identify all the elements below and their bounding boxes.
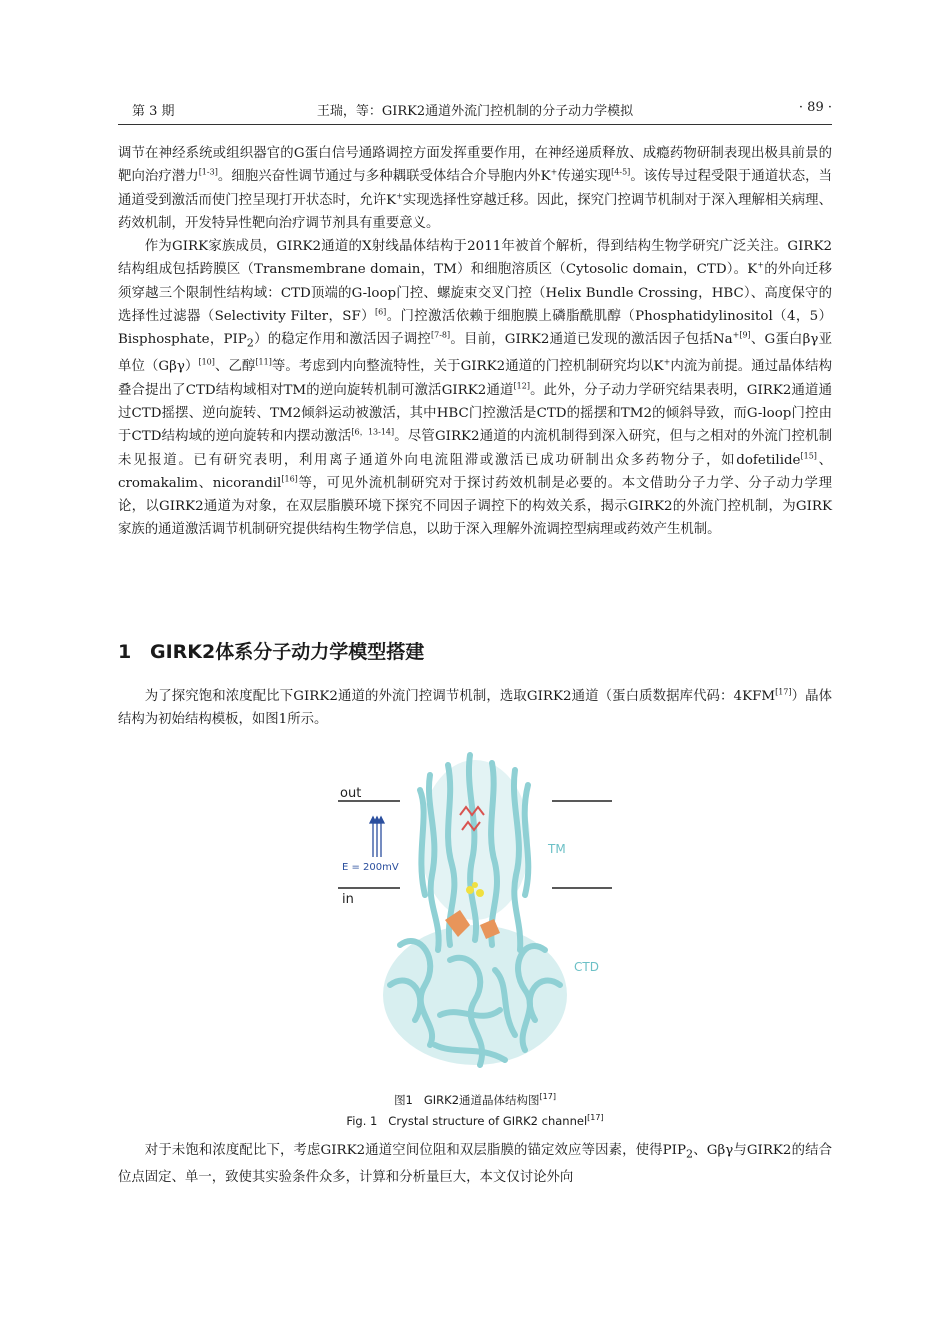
text-run: 对于未饱和浓度配比下，考虑GIRK2通道空间位阻和双层脂膜的锚定效应等因素，使得PIP xyxy=(144,1143,686,1158)
citation: + xyxy=(550,167,558,177)
label-ctd: CTD xyxy=(574,960,599,974)
caption-cn-prefix: 图1 xyxy=(394,1093,413,1107)
caption-en-text: Crystal structure of GIRK2 channel xyxy=(388,1114,588,1128)
text-run: ）的稳定作用和激活因子调控 xyxy=(253,332,432,348)
citation: [6，13-14] xyxy=(351,427,395,437)
running-title: 王瑞，等：GIRK2通道外流门控机制的分子动力学模拟 xyxy=(316,104,634,119)
paragraph-3 xyxy=(118,685,832,732)
text-run: 、乙醇 xyxy=(214,359,256,375)
citation: + xyxy=(757,261,764,271)
subscript: 2 xyxy=(686,1147,694,1161)
final-block xyxy=(118,1139,832,1189)
label-in: in xyxy=(342,892,354,907)
citation: [11] xyxy=(255,357,272,367)
figure-1 xyxy=(330,745,620,1085)
header-rule xyxy=(118,124,832,125)
text-run: 。该传导过程受限于通道状态，当通道受到激活而使门控呈现打开状态时，允许K xyxy=(118,169,833,208)
text-run: ）晶体结构为初始结构模板，如图1所示。 xyxy=(118,689,832,728)
citation: + xyxy=(396,191,403,201)
section-block xyxy=(118,685,832,732)
figure-caption-en xyxy=(118,1114,832,1128)
text-run: 。目前，GIRK2通道已发现的激活因子包括Na xyxy=(450,332,733,348)
running-header xyxy=(118,100,832,122)
section-title: GIRK2体系分子动力学模型搭建 xyxy=(150,641,425,663)
text-run: 等。考虑到内向整流特性，关于GIRK2通道的门控机制研究均以K xyxy=(271,359,664,375)
text-run: 。尽管GIRK2通道的内流机制得到深入研究，但与之相对的外流门控机制未见报道。已有研究表明，利用离子通道外向电流阻滞或激活已成功研制出众多药物分子，如dofetilide xyxy=(118,429,832,468)
citation: + xyxy=(663,357,671,367)
citation: [6] xyxy=(374,307,387,317)
caption-en-prefix: Fig. 1 xyxy=(346,1114,378,1128)
text-run: 、G蛋白βγ亚单位（Gβγ） xyxy=(118,332,833,375)
caption-en-ref: [17] xyxy=(587,1113,604,1123)
protein-structure-image xyxy=(330,745,620,1085)
text-run: 。细胞兴奋性调节通过与多种耦联受体结合介导胞内外K xyxy=(217,169,551,185)
text-run: 。此外，分子动力学研究结果表明，GIRK2通道通过CTD摇摆、逆向旋转、TM2倾斜运动被激活，其中HBC门控激活是CTD的摇摆和TM2的倾斜导致，而G-loop门控由于CTD结构域的逆向旋转和内摆动激活 xyxy=(118,382,832,445)
citation: [17] xyxy=(775,687,792,697)
citation: [12] xyxy=(513,381,530,391)
section-number: 1 xyxy=(118,641,132,663)
text-run: 为了探究饱和浓度配比下GIRK2通道的外流门控调节机制，选取GIRK2通道（蛋白质数据库代码：4KFM xyxy=(144,689,776,704)
tm-domain xyxy=(420,760,530,920)
citation: [4-5] xyxy=(611,167,631,177)
intro-block xyxy=(118,142,832,542)
caption-cn-text: GIRK2通道晶体结构图 xyxy=(423,1093,540,1107)
figure-caption-cn xyxy=(118,1092,832,1108)
page-number: · 89 · xyxy=(798,100,832,115)
section-heading xyxy=(118,637,424,664)
text-run: 、Gβγ与GIRK2的结合位点固定、单一，致使其实验条件众多，计算和分析量巨大，本文仅讨论外向 xyxy=(118,1143,832,1185)
paragraph-2 xyxy=(118,235,832,542)
ctd-domain xyxy=(383,925,567,1065)
citation: [15] xyxy=(800,451,817,461)
paragraph-4 xyxy=(118,1139,832,1189)
subscript: 2 xyxy=(246,337,254,351)
text-run: 作为GIRK家族成员，GIRK2通道的X射线晶体结构于2011年被首个解析，得到结构生物学研究广泛关注。GIRK2结构组成包括跨膜区（Transmembrane domain，TM）和细胞溶质区（Cytosolic domain，CTD）。K xyxy=(118,239,832,278)
text-run: 。门控激活依赖于细胞膜上磷脂酰肌醇（Phosphatidylinositol（4，5）Bisphosphate，PIP xyxy=(118,309,832,348)
label-tm: TM xyxy=(548,842,566,856)
citation: +[9] xyxy=(732,330,751,340)
text-run: 内流为前提。通过晶体结构叠合提出了CTD结构域相对TM的逆向旋转机制可激活GIRK2通道 xyxy=(118,359,833,398)
label-field: E = 200mV xyxy=(342,862,399,873)
label-out: out xyxy=(340,786,362,801)
text-run: 调节在神经系统或组织器官的G蛋白信号通路调控方面发挥重要作用，在神经递质释放、成瘾药物研制表现出极具前景的靶向治疗潜力 xyxy=(118,146,832,185)
citation: [16] xyxy=(281,474,298,484)
text-run: 传递实现 xyxy=(557,169,612,185)
citation: [10] xyxy=(198,357,215,367)
paragraph-1 xyxy=(118,142,832,235)
issue-number: 第 3 期 xyxy=(132,104,175,119)
citation: [1-3] xyxy=(198,167,218,177)
citation: [7-8] xyxy=(431,330,451,340)
text-run: 等，可见外流机制研究对于探讨药效机制是必要的。本文借助分子力学、分子动力学理论，以GIRK2通道为对象，在双层脂膜环境下探究不同因子调控下的构效关系，揭示GIRK2的外流门控机制，为GIRK家族的通道激活调节机制研究提供结构生物学信息，以助于深入理解外流调控型病理或药效产生机制。 xyxy=(118,475,833,538)
text-run: 实现选择性穿越迁移。因此，探究门控调节机制对于深入理解相关病理、药效机制，开发特异性靶向治疗调节剂具有重要意义。 xyxy=(118,192,832,231)
field-arrows xyxy=(370,817,384,857)
text-run: 、cromakalim、nicorandil xyxy=(118,452,833,491)
caption-cn-ref: [17] xyxy=(539,1092,556,1102)
text-run: 的外向迁移须穿越三个限制性结构域：CTD顶端的G-loop门控、螺旋束交叉门控（Helix Bundle Crossing，HBC）、高度保守的选择性过滤器（Selectivity Filter，SF） xyxy=(118,262,833,325)
